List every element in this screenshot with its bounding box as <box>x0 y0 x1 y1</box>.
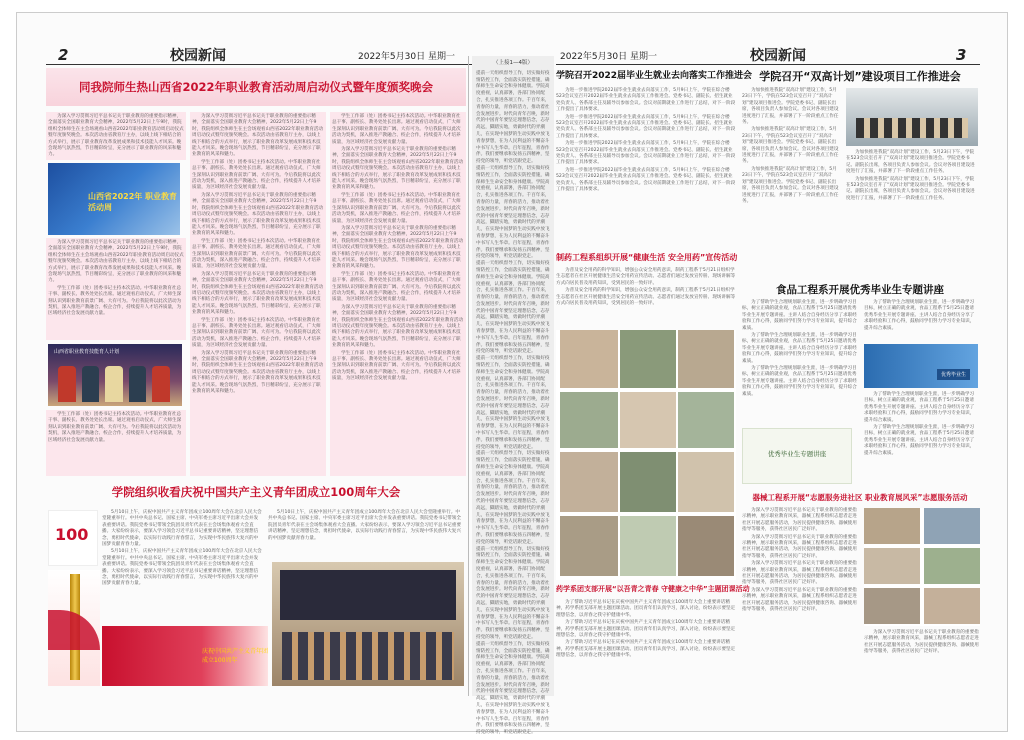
pharma-headline: 制药工程系组织开展“健康生活 安全用药”宣传活动 <box>556 253 738 262</box>
article1-body: 为深入学习贯彻习近平总书记关于职业教育的重要指示精神，全面落实全国职业教育大会精神，2022年5月22日上午9时，我院组织全体师生在主会场观看山西省2022年职业教育活动周启动仪式暨年度颁奖晚会。本次活动由省教育厅主办，以线上线下相结合的方式举行，展示了职业教育改革发展成果和技术技能人才风采。晚会现场气氛热烈，节目精彩纷呈，充分展示了职业教育的风采和魅力。 学生工作部（处）团委书记主持本次活动。中华职业教育社总干事、副校长、教务处处长出席。通过观看启动仪式，广大师生深刻认识到职业教育前景广阔、大有可为。今后我院将以此次活动为契机，深入推进产教融合、校企合作，持续提升人才培养质量，为区域经济社会发展贡献力量。 <box>46 238 186 340</box>
device-engineering-article-col1: 为深入学习贯彻习近平总书记关于职业教育的重要指示精神，展示职业教育风采，器械工程系组织志愿者走进社区开展志愿服务活动，为居民提供健康咨询、器械使用指导等服务，获得社区居民广泛好评。 为深入学习贯彻习近平总书记关于职业教育的重要指示精神，展示职业教育风采，器械工程系组织志愿者走进社区开展志愿服务活动，为居民提供健康咨询、器械使用指导等服务，获得社区居民广泛好评。 为深入学习贯彻习近平总书记关于职业教育的重要指示精神，展示职业教育风采，器械工程系组织志愿者走进社区开展志愿服务活动，为居民提供健康咨询、器械使用指导等服务，获得社区居民广泛好评。 为深入学习贯彻习近平总书记关于职业教育的重要指示精神，展示职业教育风采，器械工程系组织志愿者走进社区开展志愿服务活动，为居民提供健康咨询、器械使用指导等服务，获得社区居民广泛好评。 <box>742 508 857 613</box>
employment-article: 为进一步推进学院2022届毕业生就业去向落实工作，5月9日上午，学院在综合楼523会议室召开2022届毕业生就业去向落实工作推进会。党委书记、副院长、招生就业处负责人、各系部主任及辅导员参加会议。会议对前期就业工作进行了总结，对下一阶段工作提出了具体要求。 为进一步推进学院2022届毕业生就业去向落实工作，5月9日上午，学院在综合楼523会议室召开2022届毕业生就业去向落实工作推进会。党委书记、副院长、招生就业处负责人、各系部主任及辅导员参加会议。会议对前期就业工作进行了总结，对下一阶段工作提出了具体要求。 为进一步推进学院2022届毕业生就业去向落实工作，5月9日上午，学院在综合楼523会议室召开2022届毕业生就业去向落实工作推进会。党委书记、副院长、招生就业处负责人、各系部主任及辅导员参加会议。会议对前期就业工作进行了总结，对下一阶段工作提出了具体要求。 为进一步推进学院2022届毕业生就业去向落实工作，5月9日上午，学院在综合楼523会议室召开2022届毕业生就业去向落实工作推进会。党委书记、副院长、招生就业处负责人、各系部主任及辅导员参加会议。会议对前期就业工作进行了总结，对下一阶段工作提出了具体要求。 <box>556 88 736 193</box>
double-high-article-col2: 为加快推进我院“双高计划”建设工作，5月23日下午，学院在523会议室召开了“双高计划”建设项目推进会。学院党委书记、副院长出席，各项目负责人参加会议。会议对各项目建设进度进行了汇报，并部署了下一阶段重点工作任务。 为加快推进我院“双高计划”建设工作，5月23日下午，学院在523会议室召开了“双高计划”建设项目推进会。学院党委书记、副院长出席，各项目负责人参加会议。会议对各项目建设进度进行了汇报，并部署了下一阶段重点工作任务。 <box>846 150 975 201</box>
double-high-article-col1: 为加快推进我院“双高计划”建设工作，5月23日下午，学院在523会议室召开了“双高计划”建设项目推进会。学院党委书记、副院长出席，各项目负责人参加会议。会议对各项目建设进度进行了汇报，并部署了下一阶段重点工作任务。 为加快推进我院“双高计划”建设工作，5月23日下午，学院在523会议室召开了“双高计划”建设项目推进会。学院党委书记、副院长出席，各项目负责人参加会议。会议对各项目建设进度进行了汇报，并部署了下一阶段重点工作任务。 为加快推进我院“双高计划”建设工作，5月23日下午，学院在523会议室召开了“双高计划”建设项目推进会。学院党委书记、副院长出席，各项目负责人参加会议。会议对各项目建设进度进行了汇报，并部署了下一阶段重点工作任务。 <box>742 88 839 204</box>
youth-league-article: 为了帮助习近平总书记在庆祝中国共产主义青年团成立100周年大会上重要讲话精神，药学系团支部开展主题团课活动。团员青年们认真学习，深入讨论，纷纷表示要坚定理想信念，以青春之我守护健康中华。 为了帮助习近平总书记在庆祝中国共产主义青年团成立100周年大会上重要讲话精神，药学系团支部开展主题团课活动。团员青年们认真学习，深入讨论，纷纷表示要坚定理想信念，以青春之我守护健康中华。 为了帮助习近平总书记在庆祝中国共产主义青年团成立100周年大会上重要讲话精神，药学系团支部开展主题团课活动。团员青年们认真学习，深入讨论，纷纷表示要坚定理想信念，以青春之我守护健康中华。 <box>556 600 736 659</box>
award-ceremony-photo <box>48 344 182 406</box>
continuation-label: （上接1—4版） <box>493 60 533 66</box>
middle-continuation-column: （上接1—4版） 提前一天组织督导工作，切实做好疫情防控工作，全面落实防控措施，确保师生生命安全和身体健康。学院高度重视，认真部署，各部门协同配合，扎实推进各项工作。千百年来，青春的力量，青春的活力，推动着社会发展进步。时代向青年召唤，新时代的中国青年要坚定理想信念，志存高远，脚踏实地，勇做时代的弄潮儿，在实现中国梦的生动实践中放飞青春梦想，在为人民利益的不懈奋斗中书写人生华章。百年征程，青春作伴。我们要继承和发扬五四精神，坚持党的领导，听党话跟党走。 提前一天组织督导工作，切实做好疫情防控工作，全面落实防控措施，确保师生生命安全和身体健康。学院高度重视，认真部署，各部门协同配合，扎实推进各项工作。千百年来，青春的力量，青春的活力，推动着社会发展进步。时代向青年召唤，新时代的中国青年要坚定理想信念，志存高远，脚踏实地，勇做时代的弄潮儿，在实现中国梦的生动实践中放飞青春梦想，在为人民利益的不懈奋斗中书写人生华章。百年征程，青春作伴。我们要继承和发扬五四精神，坚持党的领导，听党话跟党走。 提前一天组织督导工作，切实做好疫情防控工作，全面落实防控措施，确保师生生命安全和身体健康。学院高度重视，认真部署，各部门协同配合，扎实推进各项工作。千百年来，青春的力量，青春的活力，推动着社会发展进步。时代向青年召唤，新时代的中国青年要坚定理想信念，志存高远，脚踏实地，勇做时代的弄潮儿，在实现中国梦的生动实践中放飞青春梦想，在为人民利益的不懈奋斗中书写人生华章。百年征程，青春作伴。我们要继承和发扬五四精神，坚持党的领导，听党话跟党走。 提前一天组织督导工作，切实做好疫情防控工作，全面落实防控措施，确保师生生命安全和身体健康。学院高度重视，认真部署，各部门协同配合，扎实推进各项工作。千百年来，青春的力量，青春的活力，推动着社会发展进步。时代向青年召唤，新时代的中国青年要坚定理想信念，志存高远，脚踏实地，勇做时代的弄潮儿，在实现中国梦的生动实践中放飞青春梦想，在为人民利益的不懈奋斗中书写人生华章。百年征程，青春作伴。我们要继承和发扬五四精神，坚持党的领导，听党话跟党走。 提前一天组织督导工作，切实做好疫情防控工作，全面落实防控措施，确保师生生命安全和身体健康。学院高度重视，认真部署，各部门协同配合，扎实推进各项工作。千百年来，青春的力量，青春的活力，推动着社会发展进步。时代向青年召唤，新时代的中国青年要坚定理想信念，志存高远，脚踏实地，勇做时代的弄潮儿，在实现中国梦的生动实践中放飞青春梦想，在为人民利益的不懈奋斗中书写人生华章。百年征程，青春作伴。我们要继承和发扬五四精神，坚持党的领导，听党话跟党走。 提前一天组织督导工作，切实做好疫情防控工作，全面落实防控措施，确保师生生命安全和身体健康。学院高度重视，认真部署，各部门协同配合，扎实推进各项工作。千百年来，青春的力量，青春的活力，推动着社会发展进步。时代向青年召唤，新时代的中国青年要坚定理想信念，志存高远，脚踏实地，勇做时代的弄潮儿，在实现中国梦的生动实践中放飞青春梦想，在为人民利益的不懈奋斗中书写人生华章。百年征程，青春作伴。我们要继承和发扬五四精神，坚持党的领导，听党话跟党走。 提前一天组织督导工作，切实做好疫情防控工作，全面落实防控措施，确保师生生命安全和身体健康。学院高度重视，认真部署，各部门协同配合，扎实推进各项工作。千百年来，青春的力量，青春的活力，推动着社会发展进步。时代向青年召唤，新时代的中国青年要坚定理想信念，志存高远，脚踏实地，勇做时代的弄潮儿，在实现中国梦的生动实践中放飞青春梦想，在为人民利益的不懈奋斗中书写人生华章。百年征程，青春作伴。我们要继承和发扬五四精神，坚持党的领导，听党话跟党走。 <box>472 56 554 696</box>
league-viewing-photo <box>272 562 464 686</box>
pharma-photo-grid <box>556 330 736 580</box>
device-engineering-headline: 器械工程系开展“志愿服务进社区 职业教育展风采”志愿服务活动 <box>752 493 968 502</box>
left-date: 2022年5月30日 星期一 <box>358 51 455 62</box>
photo1-caption: 山西省2022年 职业教育活动周 <box>88 192 178 212</box>
middle-divider-left <box>468 56 469 696</box>
league-flag-band <box>102 626 268 686</box>
lecture-slide-photo <box>742 428 852 484</box>
employment-headline: 学院召开2022届毕业生就业去向落实工作推进会 <box>556 71 753 81</box>
right-paper-name: 校园新闻 <box>750 48 806 64</box>
flag-monument-graphic <box>48 570 100 686</box>
league-flag-caption: 庆祝中国共产主义青年团成立100周年 <box>202 648 269 664</box>
article1-lead: 为深入学习贯彻习近平总书记关于职业教育的重要指示精神，全面落实全国职业教育大会精神，2022年5月22日上午9时，我院组织全体师生在主会场观看山西省2022年职业教育活动周启动仪式暨年度颁奖晚会。本次活动由省教育厅主办，以线上线下相结合的方式举行，展示了职业教育改革发展成果和技术技能人才风采。晚会现场气氛热烈，节目精彩纷呈，充分展示了职业教育的风采和魅力。 <box>46 112 186 160</box>
youth-league-headline: 药学系团支部开展“以吾青之青春 守健康之中华”主题团课活动 <box>556 585 750 593</box>
activity-week-photo <box>48 163 180 235</box>
food-engineering-headline: 食品工程系开展优秀毕业生专题讲座 <box>776 284 944 296</box>
volunteer-photo-grid <box>864 508 980 626</box>
league-article-col1: 5月10日上午，庆祝中国共产主义青年团成立100周年大会在北京人民大会堂隆重举行。中共中央总书记、国家主席、中央军委主席习近平出席大会并发表重要讲话。我院党委书记带领全院团员青年代表在主会场集体观看大会直播。大家纷纷表示，要深入学习领会习近平总书记重要讲话精神，坚定理想信念，勇担时代使命，以实际行动践行青春誓言，为实现中华民族伟大复兴的中国梦贡献青春力量。 5月10日上午，庆祝中国共产主义青年团成立100周年大会在北京人民大会堂隆重举行。中共中央总书记、国家主席、中央军委主席习近平出席大会并发表重要讲话。我院党委书记带领全院团员青年代表在主会场集体观看大会直播。大家纷纷表示，要深入学习领会习近平总书记重要讲话精神，坚定理想信念，勇担时代使命，以实际行动践行青春誓言，为实现中华民族伟大复兴的中国梦贡献青春力量。 <box>102 510 262 587</box>
right-page-header <box>560 45 980 65</box>
article1-column3: 学生工作部（处）团委书记主持本次活动。中华职业教育社总干事、副校长、教务处处长出席。通过观看启动仪式，广大师生深刻认识到职业教育前景广阔、大有可为。今后我院将以此次活动为契机，深入推进产教融合、校企合作，持续提升人才培养质量，为区域经济社会发展贡献力量。 为深入学习贯彻习近平总书记关于职业教育的重要指示精神，全面落实全国职业教育大会精神，2022年5月22日上午9时，我院组织全体师生在主会场观看山西省2022年职业教育活动周启动仪式暨年度颁奖晚会。本次活动由省教育厅主办，以线上线下相结合的方式举行，展示了职业教育改革发展成果和技术技能人才风采。晚会现场气氛热烈，节目精彩纷呈，充分展示了职业教育的风采和魅力。 学生工作部（处）团委书记主持本次活动。中华职业教育社总干事、副校长、教务处处长出席。通过观看启动仪式，广大师生深刻认识到职业教育前景广阔、大有可为。今后我院将以此次活动为契机，深入推进产教融合、校企合作，持续提升人才培养质量，为区域经济社会发展贡献力量。 为深入学习贯彻习近平总书记关于职业教育的重要指示精神，全面落实全国职业教育大会精神，2022年5月22日上午9时，我院组织全体师生在主会场观看山西省2022年职业教育活动周启动仪式暨年度颁奖晚会。本次活动由省教育厅主办，以线上线下相结合的方式举行，展示了职业教育改革发展成果和技术技能人才风采。晚会现场气氛热烈，节目精彩纷呈，充分展示了职业教育的风采和魅力。 学生工作部（处）团委书记主持本次活动。中华职业教育社总干事、副校长、教务处处长出席。通过观看启动仪式，广大师生深刻认识到职业教育前景广阔、大有可为。今后我院将以此次活动为契机，深入推进产教融合、校企合作，持续提升人才培养质量，为区域经济社会发展贡献力量。 为深入学习贯彻习近平总书记关于职业教育的重要指示精神，全面落实全国职业教育大会精神，2022年5月22日上午9时，我院组织全体师生在主会场观看山西省2022年职业教育活动周启动仪式暨年度颁奖晚会。本次活动由省教育厅主办，以线上线下相结合的方式举行，展示了职业教育改革发展成果和技术技能人才风采。晚会现场气氛热烈，节目精彩纷呈，充分展示了职业教育的风采和魅力。 学生工作部（处）团委书记主持本次活动。中华职业教育社总干事、副校长、教务处处长出席。通过观看启动仪式，广大师生深刻认识到职业教育前景广阔、大有可为。今后我院将以此次活动为契机，深入推进产教融合、校企合作，持续提升人才培养质量，为区域经济社会发展贡献力量。 <box>330 112 466 476</box>
left-paper-name: 校园新闻 <box>170 48 226 64</box>
left-banner-headline: 同我院师生热山西省2022年职业教育活动周启动仪式暨年度颁奖晚会 <box>46 68 466 106</box>
right-header-rule <box>556 64 980 65</box>
article1-column2: 为深入学习贯彻习近平总书记关于职业教育的重要指示精神，全面落实全国职业教育大会精神，2022年5月22日上午9时，我院组织全体师生在主会场观看山西省2022年职业教育活动周启动仪式暨年度颁奖晚会。本次活动由省教育厅主办，以线上线下相结合的方式举行，展示了职业教育改革发展成果和技术技能人才风采。晚会现场气氛热烈，节目精彩纷呈，充分展示了职业教育的风采和魅力。 学生工作部（处）团委书记主持本次活动。中华职业教育社总干事、副校长、教务处处长出席。通过观看启动仪式，广大师生深刻认识到职业教育前景广阔、大有可为。今后我院将以此次活动为契机，深入推进产教融合、校企合作，持续提升人才培养质量，为区域经济社会发展贡献力量。 为深入学习贯彻习近平总书记关于职业教育的重要指示精神，全面落实全国职业教育大会精神，2022年5月22日上午9时，我院组织全体师生在主会场观看山西省2022年职业教育活动周启动仪式暨年度颁奖晚会。本次活动由省教育厅主办，以线上线下相结合的方式举行，展示了职业教育改革发展成果和技术技能人才风采。晚会现场气氛热烈，节目精彩纷呈，充分展示了职业教育的风采和魅力。 学生工作部（处）团委书记主持本次活动。中华职业教育社总干事、副校长、教务处处长出席。通过观看启动仪式，广大师生深刻认识到职业教育前景广阔、大有可为。今后我院将以此次活动为契机，深入推进产教融合、校企合作，持续提升人才培养质量，为区域经济社会发展贡献力量。 为深入学习贯彻习近平总书记关于职业教育的重要指示精神，全面落实全国职业教育大会精神，2022年5月22日上午9时，我院组织全体师生在主会场观看山西省2022年职业教育活动周启动仪式暨年度颁奖晚会。本次活动由省教育厅主办，以线上线下相结合的方式举行，展示了职业教育改革发展成果和技术技能人才风采。晚会现场气氛热烈，节目精彩纷呈，充分展示了职业教育的风采和魅力。 学生工作部（处）团委书记主持本次活动。中华职业教育社总干事、副校长、教务处处长出席。通过观看启动仪式，广大师生深刻认识到职业教育前景广阔、大有可为。今后我院将以此次活动为契机，深入推进产教融合、校企合作，持续提升人才培养质量，为区域经济社会发展贡献力量。 为深入学习贯彻习近平总书记关于职业教育的重要指示精神，全面落实全国职业教育大会精神，2022年5月22日上午9时，我院组织全体师生在主会场观看山西省2022年职业教育活动周启动仪式暨年度颁奖晚会。本次活动由省教育厅主办，以线上线下相结合的方式举行，展示了职业教育改革发展成果和技术技能人才风采。晚会现场气氛热烈，节目精彩纷呈，充分展示了职业教育的风采和魅力。 <box>190 112 326 476</box>
article2-tail: 学生工作部（处）团委书记主持本次活动。中华职业教育社总干事、副校长、教务处处长出席。通过观看启动仪式，广大师生深刻认识到职业教育前景广阔、大有可为。今后我院将以此次活动为契机，深入推进产教融合、校企合作，持续提升人才培养质量，为区域经济社会发展贡献力量。 <box>46 410 186 476</box>
food-engineering-article-col1: 为了帮助学生合理规划职业生涯，进一步明确学习目标，树立正确的就业观，食品工程系于5月25日邀请优秀毕业生开展专题讲座。主讲人结合自身经历分享了求职经验和工作心得，鼓励同学们努力学习专业知识，提升综合素质。 为了帮助学生合理规划职业生涯，进一步明确学习目标，树立正确的就业观，食品工程系于5月25日邀请优秀毕业生开展专题讲座。主讲人结合自身经历分享了求职经验和工作心得，鼓励同学们努力学习专业知识，提升综合素质。 为了帮助学生合理规划职业生涯，进一步明确学习目标，树立正确的就业观，食品工程系于5月25日邀请优秀毕业生开展专题讲座。主讲人结合自身经历分享了求职经验和工作心得，鼓励同学们努力学习专业知识，提升综合素质。 <box>742 300 857 397</box>
right-date: 2022年5月30日 星期一 <box>560 51 657 62</box>
left-page-number: 2 <box>58 46 69 64</box>
double-high-headline: 学院召开“双高计划”建设项目工作推进会 <box>759 70 961 83</box>
league-article-col2: 5月10日上午，庆祝中国共产主义青年团成立100周年大会在北京人民大会堂隆重举行。中共中央总书记、国家主席、中央军委主席习近平出席大会并发表重要讲话。我院党委书记带领全院团员青年代表在主会场集体观看大会直播。大家纷纷表示，要深入学习领会习近平总书记重要讲话精神，坚定理想信念，勇担时代使命，以实际行动践行青春誓言，为实现中华民族伟大复兴的中国梦贡献青春力量。 <box>268 510 461 541</box>
right-page-number: 3 <box>956 46 967 64</box>
video-conference-photo: 优秀毕业生 <box>864 344 978 388</box>
league-100-logo-mark: 100 <box>55 525 89 544</box>
photo2-caption: 山西省职业教育技能育人计划 <box>54 349 120 355</box>
left-header-rule <box>46 64 476 65</box>
lecture-slide-label: 优秀毕业生专题讲座 <box>767 450 827 458</box>
left-page-header <box>58 45 488 65</box>
food-engineering-article-col2: 为了帮助学生合理规划职业生涯，进一步明确学习目标，树立正确的就业观，食品工程系于5月25日邀请优秀毕业生开展专题讲座。主讲人结合自身经历分享了求职经验和工作心得，鼓励同学们努力学习专业知识，提升综合素质。 <box>864 300 975 331</box>
pharma-article: 为普及安全用药的科学知识，增强公众安全用药意识，制药工程系于5月21日组织学生志愿者在社区开展健康生活安全用药宣传活动。志愿者们通过发放宣传册、现场讲解等方式向居民普及用药知识，受到居民的一致好评。 为普及安全用药的科学知识，增强公众安全用药意识，制药工程系于5月21日组织学生志愿者在社区开展健康生活安全用药宣传活动。志愿者们通过发放宣传册、现场讲解等方式向居民普及用药知识，受到居民的一致好评。 <box>556 268 736 307</box>
award-people <box>58 366 170 402</box>
league-headline: 学院组织收看庆祝中国共产主义青年团成立100周年大会 <box>111 485 401 499</box>
double-high-meeting-photo <box>846 88 978 146</box>
food-engineering-article-col3: 为了帮助学生合理规划职业生涯，进一步明确学习目标，树立正确的就业观，食品工程系于5月25日邀请优秀毕业生开展专题讲座。主讲人结合自身经历分享了求职经验和工作心得，鼓励同学们努力学习专业知识，提升综合素质。 为了帮助学生合理规划职业生涯，进一步明确学习目标，树立正确的就业观，食品工程系于5月25日邀请优秀毕业生开展专题讲座。主讲人结合自身经历分享了求职经验和工作心得，鼓励同学们努力学习专业知识，提升综合素质。 <box>864 392 975 456</box>
league-100-logo <box>48 510 98 566</box>
device-engineering-article-col2: 为深入学习贯彻习近平总书记关于职业教育的重要指示精神，展示职业教育风采，器械工程系组织志愿者走进社区开展志愿服务活动，为居民提供健康咨询、器械使用指导等服务，获得社区居民广泛好评。 <box>864 630 979 655</box>
